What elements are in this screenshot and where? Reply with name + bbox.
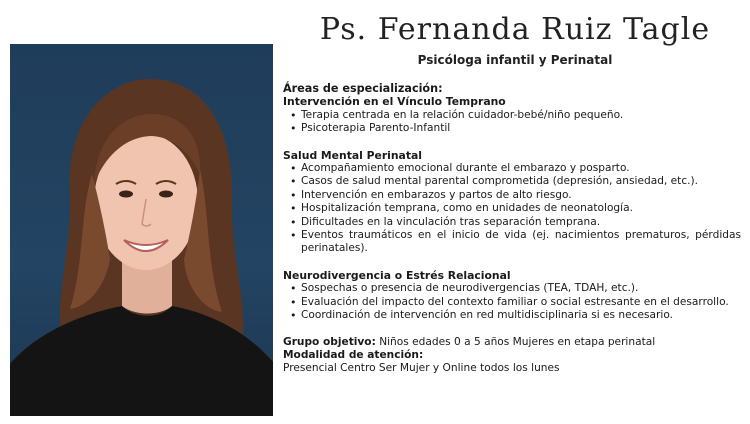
list-item: • Eventos traumáticos en el inicio de vida (ej. nacimientos prematuros, pérdidas perinatales). bbox=[301, 229, 741, 256]
specializations-heading: Áreas de especialización: bbox=[283, 82, 443, 95]
modality-label: Modalidad de atención: bbox=[283, 348, 424, 361]
group-title: Salud Mental Perinatal bbox=[283, 148, 422, 162]
target-label: Grupo objetivo: bbox=[283, 335, 376, 348]
list-item: • Terapia centrada en la relación cuidador-bebé/niño pequeño. bbox=[301, 109, 741, 122]
group-list bbox=[283, 282, 741, 322]
list-item: • Acompañamiento emocional durante el embarazo y posparto. bbox=[301, 162, 741, 175]
page-title: Ps. Fernanda Ruiz Tagle bbox=[319, 12, 711, 47]
list-item: • Casos de salud mental parental comprometida (depresión, ansiedad, etc.). bbox=[301, 175, 741, 188]
target-group bbox=[283, 336, 741, 349]
specialization-group bbox=[283, 149, 741, 256]
list-item: • Coordinación de intervención en red multidisciplinaria si es necesario. bbox=[301, 309, 741, 322]
list-item: • Hospitalización temprana, como en unidades de neonatología. bbox=[301, 202, 741, 215]
modality-value: Presencial Centro Ser Mujer y Online todos los lunes bbox=[283, 362, 560, 375]
list-item: • Intervención en embarazos y partos de alto riesgo. bbox=[301, 189, 741, 202]
target-value: Niños edades 0 a 5 años Mujeres en etapa perinatal bbox=[379, 335, 656, 348]
group-list bbox=[283, 162, 741, 256]
subtitle: Psicóloga infantil y Perinatal bbox=[417, 53, 613, 67]
list-item: • Sospechas o presencia de neurodivergencias (TEA, TDAH, etc.). bbox=[301, 282, 741, 295]
list-item: • Psicoterapia Parento-Infantil bbox=[301, 122, 741, 135]
list-item: • Evaluación del impacto del contexto familiar o social estresante en el desarrollo. bbox=[301, 296, 741, 309]
care-modality bbox=[283, 349, 741, 376]
group-title: Neurodivergencia o Estrés Relacional bbox=[283, 268, 511, 282]
specialization-group bbox=[283, 95, 741, 135]
group-list bbox=[283, 109, 741, 136]
profile-content bbox=[283, 82, 741, 376]
portrait-photo bbox=[10, 44, 273, 416]
specialization-group bbox=[283, 269, 741, 323]
list-item: • Dificultades en la vinculación tras separación temprana. bbox=[301, 216, 741, 229]
portrait-illustration bbox=[10, 44, 273, 416]
group-title: Intervención en el Vínculo Temprano bbox=[283, 95, 506, 109]
